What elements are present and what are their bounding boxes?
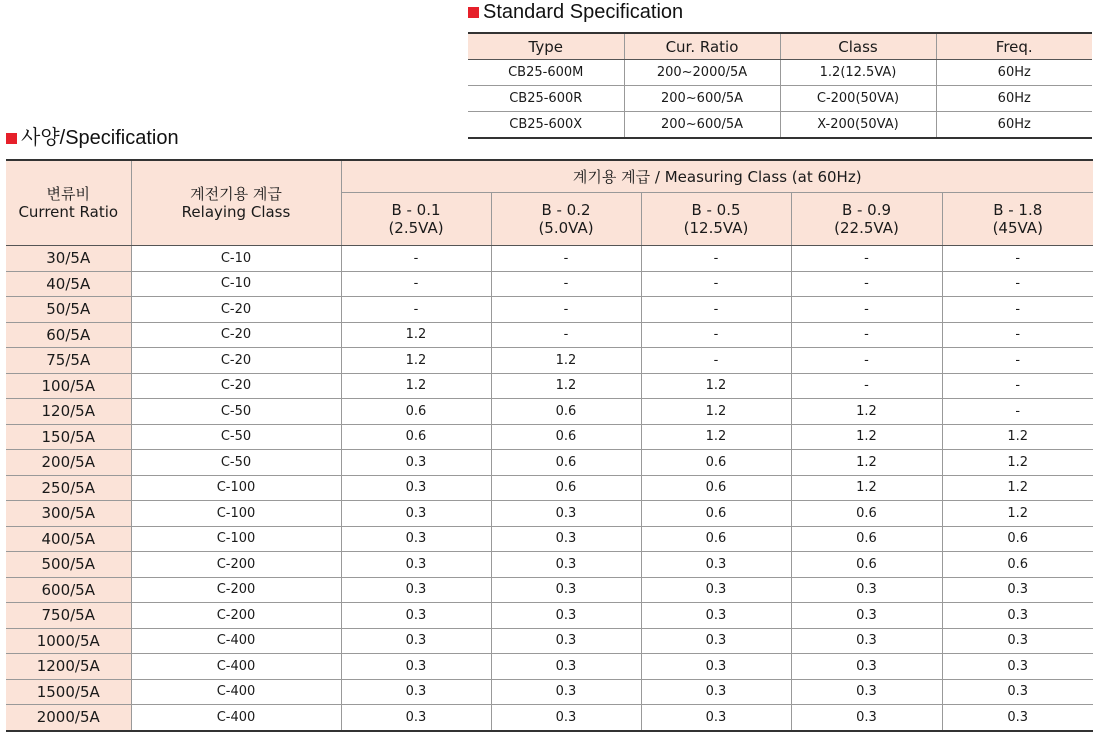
table-cell: 1.2 xyxy=(942,475,1093,501)
table-cell: 0.3 xyxy=(491,526,641,552)
table-cell: C-400 xyxy=(131,654,341,680)
col-header-b-0-9 xyxy=(791,193,942,246)
col-header-b-1-8 xyxy=(942,193,1093,246)
table-row xyxy=(468,86,1092,112)
table-cell: 120/5A xyxy=(6,399,131,425)
table-cell: 0.3 xyxy=(942,654,1093,680)
burden-label: B - 0.2 xyxy=(541,201,591,219)
table-row xyxy=(6,628,1093,654)
table-row xyxy=(6,654,1093,680)
table-cell: 0.6 xyxy=(942,526,1093,552)
table-cell: 200~600/5A xyxy=(624,112,780,139)
table-cell: 0.6 xyxy=(641,450,791,476)
table-cell: 0.3 xyxy=(341,654,491,680)
table-cell: 0.3 xyxy=(341,552,491,578)
table-cell: 50/5A xyxy=(6,297,131,323)
table-cell: C-100 xyxy=(131,526,341,552)
table-cell: C-50 xyxy=(131,450,341,476)
table-cell: C-50 xyxy=(131,399,341,425)
table-cell: - xyxy=(491,322,641,348)
table-cell: 0.3 xyxy=(791,628,942,654)
table-row xyxy=(6,348,1093,374)
table-cell: - xyxy=(491,297,641,323)
col-header-b-0-2 xyxy=(491,193,641,246)
table-cell: 0.3 xyxy=(791,577,942,603)
table-cell: 0.3 xyxy=(341,526,491,552)
table-cell: 0.6 xyxy=(491,424,641,450)
table-cell: 1000/5A xyxy=(6,628,131,654)
table-cell: 0.6 xyxy=(641,526,791,552)
table-cell: 1.2 xyxy=(942,501,1093,527)
table-cell: 1.2 xyxy=(942,450,1093,476)
current-ratio-header-ko: 변류비 xyxy=(46,185,90,203)
table-cell: 0.3 xyxy=(641,552,791,578)
table-cell: - xyxy=(791,348,942,374)
table-cell: CB25-600M xyxy=(468,60,624,86)
table-cell: 500/5A xyxy=(6,552,131,578)
standard-spec-header-row xyxy=(468,33,1092,60)
table-cell: - xyxy=(942,271,1093,297)
table-cell: 0.6 xyxy=(491,450,641,476)
table-cell: - xyxy=(341,246,491,272)
table-cell: 0.3 xyxy=(641,679,791,705)
table-cell: C-200 xyxy=(131,552,341,578)
table-cell: - xyxy=(942,297,1093,323)
table-cell: 250/5A xyxy=(6,475,131,501)
table-cell: 0.6 xyxy=(641,475,791,501)
table-cell: 0.3 xyxy=(942,705,1093,731)
burden-label: B - 1.8 xyxy=(993,201,1043,219)
table-cell: 400/5A xyxy=(6,526,131,552)
table-cell: 0.6 xyxy=(791,526,942,552)
relaying-class-header-ko: 계전기용 계급 xyxy=(190,185,282,203)
table-cell: 0.3 xyxy=(942,679,1093,705)
table-cell: C-20 xyxy=(131,348,341,374)
table-cell: 0.3 xyxy=(942,577,1093,603)
table-cell: 0.3 xyxy=(791,705,942,731)
table-row xyxy=(6,373,1093,399)
table-cell: - xyxy=(641,271,791,297)
table-cell: - xyxy=(942,246,1093,272)
col-header-current-ratio xyxy=(6,160,131,246)
col-header-b-0-1 xyxy=(341,193,491,246)
table-cell: 0.3 xyxy=(491,552,641,578)
table-cell: - xyxy=(641,348,791,374)
spec-heading xyxy=(6,128,179,148)
standard-spec-heading xyxy=(468,2,683,22)
col-header-freq: Freq. xyxy=(936,33,1092,60)
spec-heading-text: 사양/Specification xyxy=(21,127,179,149)
table-row xyxy=(6,577,1093,603)
table-row xyxy=(6,424,1093,450)
table-cell: 1.2 xyxy=(942,424,1093,450)
table-cell: 1.2(12.5VA) xyxy=(780,60,936,86)
relaying-class-header-en: Relaying Class xyxy=(181,203,291,221)
table-row xyxy=(6,399,1093,425)
table-row xyxy=(6,552,1093,578)
table-cell: 60Hz xyxy=(936,60,1092,86)
table-cell: 0.3 xyxy=(491,577,641,603)
table-cell: 1.2 xyxy=(641,373,791,399)
table-cell: C-200 xyxy=(131,603,341,629)
table-cell: 60/5A xyxy=(6,322,131,348)
table-cell: 200~2000/5A xyxy=(624,60,780,86)
table-row xyxy=(6,475,1093,501)
table-cell: C-400 xyxy=(131,628,341,654)
table-cell: 2000/5A xyxy=(6,705,131,731)
table-cell: 100/5A xyxy=(6,373,131,399)
table-cell: C-20 xyxy=(131,373,341,399)
table-row xyxy=(6,603,1093,629)
table-cell: 1500/5A xyxy=(6,679,131,705)
table-cell: - xyxy=(491,246,641,272)
table-cell: - xyxy=(341,297,491,323)
table-cell: 1.2 xyxy=(791,399,942,425)
table-cell: 0.3 xyxy=(641,577,791,603)
table-row xyxy=(6,297,1093,323)
table-cell: 0.3 xyxy=(791,679,942,705)
table-cell: 0.3 xyxy=(491,679,641,705)
table-row xyxy=(6,679,1093,705)
table-cell: 1.2 xyxy=(791,424,942,450)
table-cell: C-200(50VA) xyxy=(780,86,936,112)
burden-label: B - 0.9 xyxy=(841,201,892,219)
table-cell: 300/5A xyxy=(6,501,131,527)
table-cell: 0.3 xyxy=(791,603,942,629)
table-cell: 0.3 xyxy=(641,654,791,680)
table-cell: C-200 xyxy=(131,577,341,603)
table-cell: 1.2 xyxy=(491,348,641,374)
table-cell: - xyxy=(942,348,1093,374)
table-cell: 0.3 xyxy=(341,679,491,705)
table-row xyxy=(6,271,1093,297)
burden-label: B - 0.5 xyxy=(691,201,741,219)
table-cell: 0.3 xyxy=(942,628,1093,654)
table-cell: C-50 xyxy=(131,424,341,450)
table-cell: 1.2 xyxy=(791,475,942,501)
burden-va: (22.5VA) xyxy=(834,219,899,237)
table-cell: 0.3 xyxy=(341,705,491,731)
table-cell: 0.3 xyxy=(341,603,491,629)
table-cell: - xyxy=(491,271,641,297)
table-cell: 150/5A xyxy=(6,424,131,450)
table-cell: - xyxy=(791,246,942,272)
table-cell: C-100 xyxy=(131,501,341,527)
table-cell: C-100 xyxy=(131,475,341,501)
table-cell: 1.2 xyxy=(641,424,791,450)
table-cell: C-400 xyxy=(131,705,341,731)
burden-va: (45VA) xyxy=(992,219,1043,237)
current-ratio-header-en: Current Ratio xyxy=(18,203,119,221)
table-cell: 200~600/5A xyxy=(624,86,780,112)
table-cell: CB25-600R xyxy=(468,86,624,112)
table-cell: 0.3 xyxy=(641,603,791,629)
standard-spec-heading-text: Standard Specification xyxy=(483,1,684,23)
specification-table xyxy=(6,159,1093,732)
col-header-b-0-5 xyxy=(641,193,791,246)
table-cell: 0.6 xyxy=(942,552,1093,578)
table-cell: 0.3 xyxy=(341,475,491,501)
table-cell: - xyxy=(942,373,1093,399)
table-cell: 0.6 xyxy=(341,399,491,425)
red-square-icon xyxy=(6,133,17,144)
col-header-class: Class xyxy=(780,33,936,60)
table-cell: 0.6 xyxy=(491,399,641,425)
table-cell: 0.3 xyxy=(491,603,641,629)
col-header-relaying-class xyxy=(131,160,341,246)
table-cell: 0.3 xyxy=(341,450,491,476)
table-cell: C-20 xyxy=(131,297,341,323)
spec-header-row-1 xyxy=(6,160,1093,193)
table-cell: C-20 xyxy=(131,322,341,348)
red-square-icon xyxy=(468,7,479,18)
table-cell: - xyxy=(341,271,491,297)
burden-va: (2.5VA) xyxy=(388,219,444,237)
table-cell: 200/5A xyxy=(6,450,131,476)
table-cell: C-10 xyxy=(131,271,341,297)
table-cell: 0.3 xyxy=(491,705,641,731)
table-cell: 60Hz xyxy=(936,86,1092,112)
table-cell: 0.3 xyxy=(341,501,491,527)
table-cell: - xyxy=(942,399,1093,425)
table-row xyxy=(6,705,1093,731)
table-cell: - xyxy=(942,322,1093,348)
table-cell: 0.6 xyxy=(641,501,791,527)
table-cell: 1200/5A xyxy=(6,654,131,680)
table-cell: 0.3 xyxy=(942,603,1093,629)
table-cell: 0.6 xyxy=(491,475,641,501)
table-cell: 0.3 xyxy=(791,654,942,680)
burden-va: (12.5VA) xyxy=(683,219,749,237)
table-cell: 1.2 xyxy=(341,373,491,399)
table-row xyxy=(6,322,1093,348)
col-header-type: Type xyxy=(468,33,624,60)
table-cell: 75/5A xyxy=(6,348,131,374)
table-cell: 0.3 xyxy=(341,628,491,654)
table-row xyxy=(6,450,1093,476)
table-cell: - xyxy=(641,322,791,348)
table-cell: 0.6 xyxy=(341,424,491,450)
table-cell: CB25-600X xyxy=(468,112,624,139)
table-cell: - xyxy=(791,373,942,399)
table-cell: C-10 xyxy=(131,246,341,272)
table-cell: 0.3 xyxy=(491,628,641,654)
burden-va: (5.0VA) xyxy=(538,219,594,237)
table-cell: 600/5A xyxy=(6,577,131,603)
table-cell: C-400 xyxy=(131,679,341,705)
table-row xyxy=(6,246,1093,272)
table-cell: 40/5A xyxy=(6,271,131,297)
table-cell: 1.2 xyxy=(491,373,641,399)
table-cell: - xyxy=(791,271,942,297)
table-cell: 1.2 xyxy=(341,322,491,348)
table-cell: 60Hz xyxy=(936,112,1092,139)
table-cell: 0.3 xyxy=(491,501,641,527)
table-cell: 0.6 xyxy=(791,501,942,527)
table-cell: 0.3 xyxy=(341,577,491,603)
table-cell: - xyxy=(791,322,942,348)
table-cell: - xyxy=(791,297,942,323)
table-cell: 1.2 xyxy=(341,348,491,374)
table-cell: 750/5A xyxy=(6,603,131,629)
table-cell: 0.3 xyxy=(491,654,641,680)
table-row xyxy=(6,526,1093,552)
table-cell: 1.2 xyxy=(641,399,791,425)
table-cell: 1.2 xyxy=(791,450,942,476)
table-cell: 0.3 xyxy=(641,628,791,654)
table-cell: 30/5A xyxy=(6,246,131,272)
table-row xyxy=(6,501,1093,527)
table-cell: 0.6 xyxy=(791,552,942,578)
table-cell: - xyxy=(641,246,791,272)
table-cell: - xyxy=(641,297,791,323)
table-cell: 0.3 xyxy=(641,705,791,731)
col-header-measuring-class: 계기용 계급 / Measuring Class (at 60Hz) xyxy=(341,160,1093,193)
burden-label: B - 0.1 xyxy=(391,201,441,219)
col-header-cur-ratio: Cur. Ratio xyxy=(624,33,780,60)
table-row xyxy=(468,60,1092,86)
standard-spec-table xyxy=(468,32,1092,139)
table-row xyxy=(468,112,1092,139)
table-cell: X-200(50VA) xyxy=(780,112,936,139)
